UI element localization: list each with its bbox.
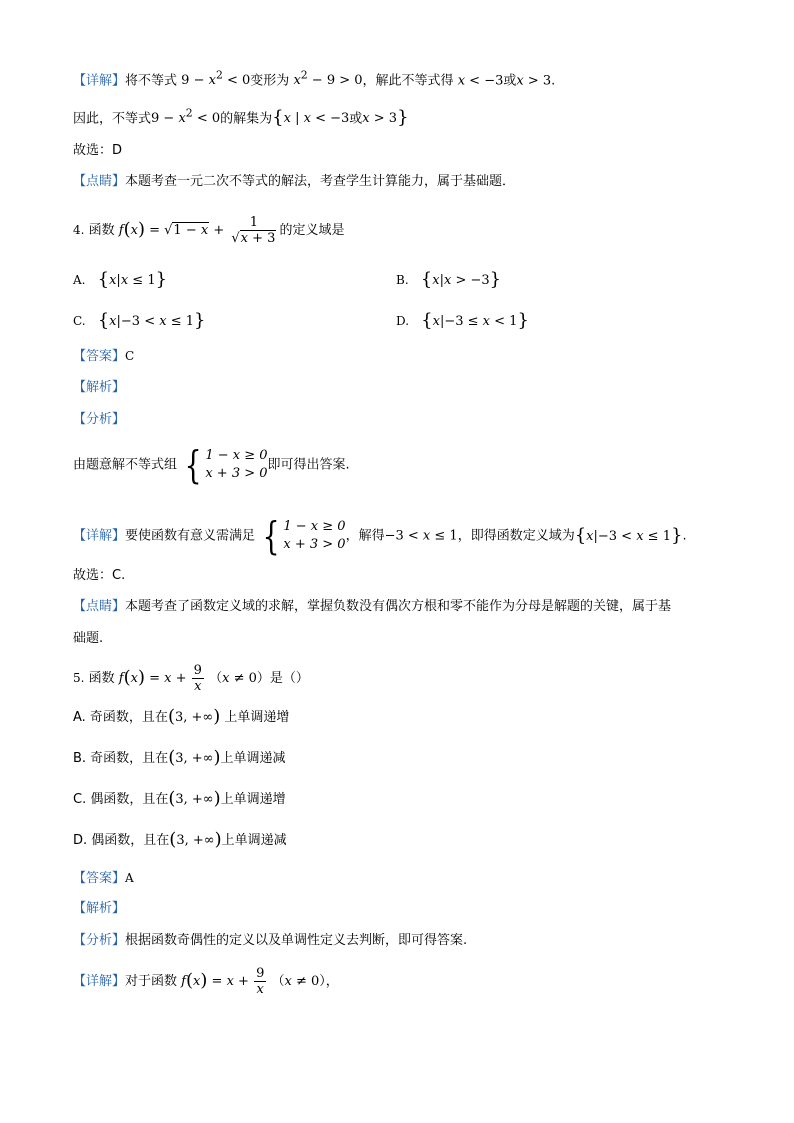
- q5-stem: 5. 函数 f(x) = x + $\frac{9}{x}$ （x ≠ 0）是（）: [73, 663, 309, 694]
- q3-conclusion-line: 因此，不等式$9 - x^2 < 0$的解集为{x | x < −3或x > 3}: [73, 107, 409, 129]
- q4-option-d: D. {x|−3 ≤ x < 1}: [396, 310, 529, 331]
- fraction: $\frac{1}{√x + 3}$: [231, 215, 276, 246]
- inequality-system: { 1 − x ≥ 0 x + 3 > 0: [262, 514, 346, 558]
- q4-method-tag: 【分析】: [73, 412, 126, 427]
- q3-detail-line: 【详解】将不等式 $9 - x^2 < 0$变形为 $x^2 - 9 > 0$，解此不等式得 x < −3或x > 3.: [73, 69, 556, 89]
- q3-choose: 故选：D: [73, 143, 123, 158]
- q5-answer-line: 【答案】A: [73, 871, 134, 886]
- q4-option-b: B. {x|x > −3}: [396, 269, 502, 290]
- q5-detail-line: 【详解】对于函数 f(x) = x + $\frac{9}{x}$ （x ≠ 0），: [73, 966, 339, 997]
- q5-analysis-tag: 【解析】: [73, 901, 126, 916]
- q4-answer-line: 【答案】C: [73, 349, 135, 364]
- q4-detail-line: 【详解】要使函数有意义需满足 { 1 − x ≥ 0 x + 3 > 0 ，解得−3 < x ≤ 1，即得函数定义域为{x|−3 < x ≤ 1}.: [73, 514, 687, 558]
- question-number: 5.: [73, 671, 85, 685]
- detail-tag: 【详解】: [73, 73, 126, 89]
- q5-option-d: D. 偶函数，且在(3, +∞)上单调递减: [73, 829, 287, 850]
- q4-comment-line: 【点睛】本题考查了函数定义域的求解，掌握负数没有偶次方根和零不能作为分母是解题的关键，属于基: [73, 599, 672, 614]
- q4-comment-line-2: 础题.: [73, 631, 104, 646]
- q4-stem: 4. 函数 f(x) = √1 − x + $\frac{1}{√x + 3}$ 的定义域是: [73, 215, 345, 246]
- q5-option-a: A. 奇函数，且在(3, +∞) 上单调递增: [73, 706, 290, 727]
- comment-tag: 【点睛】: [73, 174, 126, 189]
- q4-method-line: 由题意解不等式组 { 1 − x ≥ 0 x + 3 > 0 即可得出答案.: [73, 443, 350, 487]
- q5-method-line: 【分析】根据函数奇偶性的定义以及单调性定义去判断，即可得答案.: [73, 933, 468, 948]
- inequality-system: { 1 − x ≥ 0 x + 3 > 0: [184, 443, 268, 487]
- q4-option-c: C. {x|−3 < x ≤ 1}: [73, 310, 206, 331]
- q4-option-a: A. {x|x ≤ 1}: [73, 269, 168, 290]
- answer-tag: 【答案】: [73, 349, 126, 364]
- q4-choose: 故选：C.: [73, 568, 126, 583]
- q3-comment-line: 【点睛】本题考查一元二次不等式的解法，考查学生计算能力，属于基础题．: [73, 174, 516, 189]
- fraction: $\frac{9}{x}$: [256, 966, 265, 997]
- q5-option-b: B. 奇函数，且在(3, +∞)上单调递减: [73, 747, 286, 768]
- q5-option-c: C. 偶函数，且在(3, +∞)上单调递增: [73, 788, 286, 809]
- question-number: 4.: [73, 223, 85, 237]
- fraction: $\frac{9}{x}$: [193, 663, 202, 694]
- q4-analysis-tag: 【解析】: [73, 380, 126, 395]
